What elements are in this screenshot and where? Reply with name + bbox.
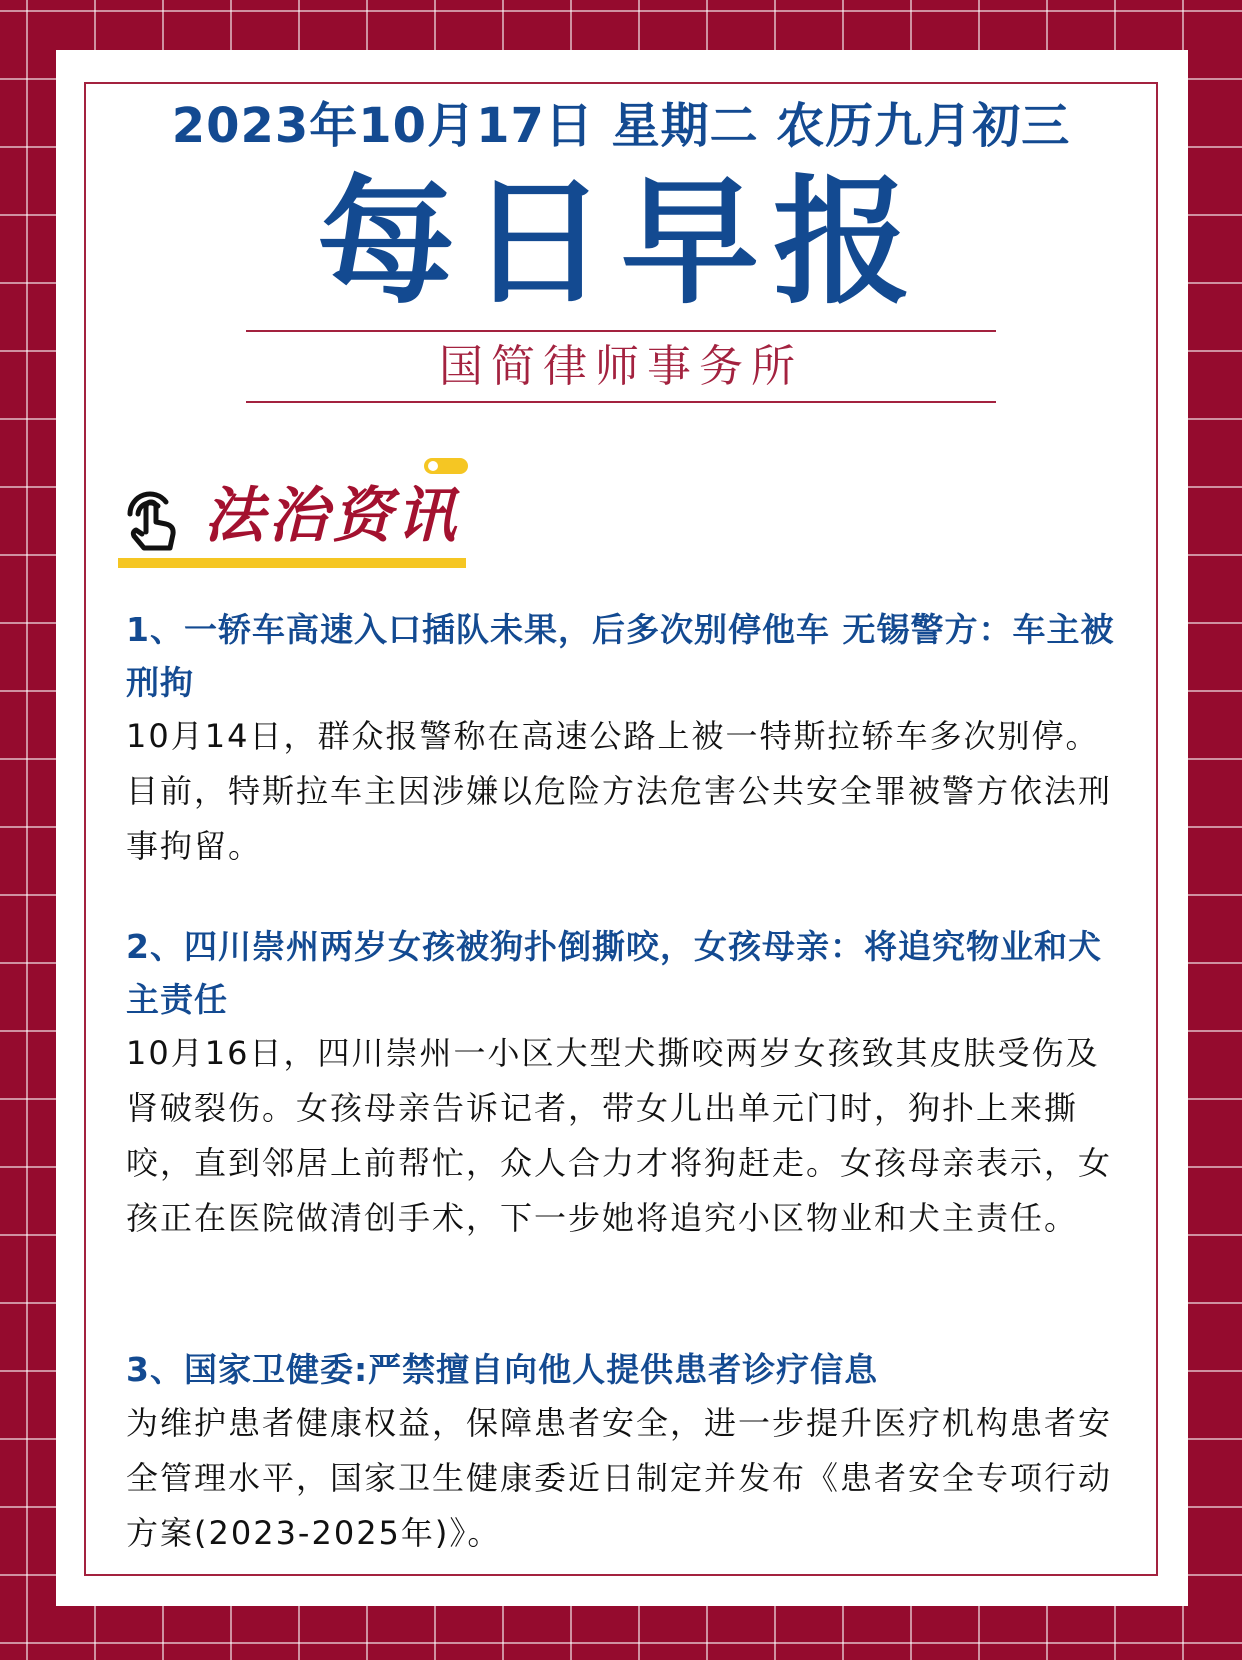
firm-name: 国简律师事务所 — [439, 341, 803, 392]
date-line: 2023年10月17日 星期二 农历九月初三 — [171, 98, 1071, 154]
section-header — [118, 454, 478, 572]
news-item-1 — [126, 603, 1120, 874]
divider-top — [246, 330, 996, 332]
page-title: 每日早报 — [316, 162, 925, 323]
toggle-dot — [428, 461, 438, 471]
news-body: 10月16日，四川崇州一小区大型犬撕咬两岁女孩致其皮肤受伤及肾破裂伤。女孩母亲告诉记者，带女儿出单元门时，狗扑上来撕咬，直到邻居上前帮忙，众人合力才将狗赶走。女孩母亲表示，女孩正在医院做清创手术，下一步她将追究小区物业和犬主责任。 — [126, 1034, 1113, 1237]
tap-hand-icon — [120, 486, 182, 552]
news-item-3 — [126, 1343, 1120, 1561]
news-body: 10月14日，群众报警称在高速公路上被一特斯拉轿车多次别停。目前，特斯拉车主因涉嫌以危险方法危害公共安全罪被警方依法刑事拘留。 — [126, 717, 1113, 865]
section-underline — [118, 558, 466, 568]
divider-bottom — [246, 401, 996, 403]
toggle-decoration — [424, 458, 468, 474]
news-body: 为维护患者健康权益，保障患者安全，进一步提升医疗机构患者安全管理水平，国家卫生健康委近日制定并发布《患者安全专项行动方案(2023-2025年)》。 — [126, 1404, 1113, 1552]
news-headline: 2、四川崇州两岁女孩被狗扑倒撕咬，女孩母亲：将追究物业和犬主责任 — [126, 927, 1102, 1019]
section-title: 法治资讯 — [204, 481, 460, 551]
news-headline: 3、国家卫健委:严禁擅自向他人提供患者诊疗信息 — [126, 1350, 879, 1389]
news-headline: 1、一轿车高速入口插队未果，后多次别停他车 无锡警方：车主被刑拘 — [126, 610, 1115, 702]
news-item-2 — [126, 920, 1120, 1246]
